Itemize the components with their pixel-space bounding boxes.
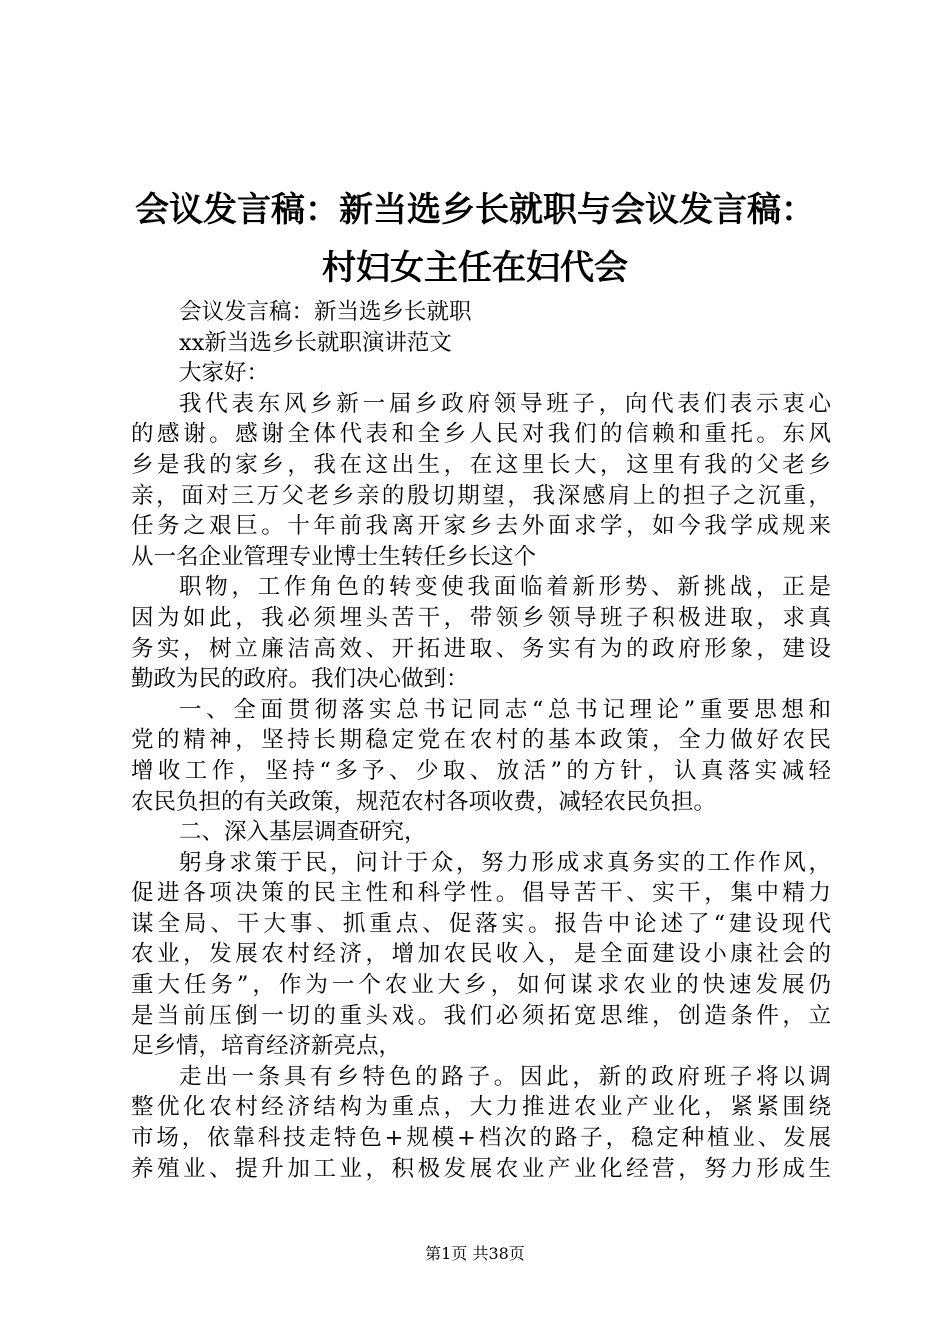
- body-line: 增收工作，坚持“多予、少取、放活”的方针，认真落实减轻: [131, 757, 831, 784]
- body-line: 勤政为民的政府。我们决心做到：: [131, 666, 469, 693]
- body-line: 一、全面贯彻落实总书记同志“总书记理论”重要思想和: [179, 696, 831, 723]
- body-line: 亲，面对三万父老乡亲的殷切期望，我深感肩上的担子之沉重，: [131, 482, 831, 509]
- page-footer: 第1页 共38页: [425, 1244, 525, 1263]
- document-title-line-2: 村妇女主任在妇代会: [322, 248, 628, 288]
- body-line: 谋全局、干大事、抓重点、促落实。报告中论述了“建设现代: [131, 910, 831, 937]
- body-line: 务实，树立廉洁高效、开拓进取、务实有为的政府形象，建设: [131, 635, 831, 662]
- body-line: 职物，工作角色的转变使我面临着新形势、新挑战，正是: [179, 574, 831, 601]
- document-title-line-1: 会议发言稿：新当选乡长就职与会议发言稿：: [135, 190, 815, 230]
- body-line: 二、深入基层调查研究，: [179, 819, 427, 846]
- body-line: 的感谢。感谢全体代表和全乡人民对我们的信赖和重托。东风: [131, 421, 831, 448]
- body-line: xx新当选乡长就职演讲范文: [179, 329, 452, 356]
- body-line: 任务之艰巨。十年前我离开家乡去外面求学，如今我学成规来: [131, 513, 831, 540]
- body-line: 大家好：: [179, 360, 270, 387]
- body-line: 市场，依靠科技走特色+规模+档次的路子，稳定种植业、发展: [131, 1125, 831, 1152]
- body-line: 重大任务”，作为一个农业大乡，如何谋求农业的快速发展仍: [131, 972, 831, 999]
- body-line: 农民负担的有关政策，规范农村各项收费，减轻农民负担。: [131, 788, 717, 815]
- body-line: 党的精神，坚持长期稳定党在农村的基本政策，全力做好农民: [131, 727, 831, 754]
- body-line: 走出一条具有乡特色的路子。因此，新的政府班子将以调: [179, 1063, 831, 1090]
- document-body: [131, 297, 831, 1184]
- body-line: 足乡情，培育经济新亮点，: [131, 1033, 402, 1060]
- body-line: 会议发言稿：新当选乡长就职: [179, 299, 472, 325]
- body-line: 我代表东风乡新一届乡政府领导班子，向代表们表示衷心: [179, 390, 831, 417]
- body-line: 躬身求策于民，问计于众，努力形成求真务实的工作作风，: [179, 849, 831, 876]
- body-line: 从一名企业管理专业博士生转任乡长这个: [131, 543, 537, 570]
- body-line: 农业，发展农村经济，增加农民收入，是全面建设小康社会的: [131, 941, 831, 968]
- body-line: 养殖业、提升加工业，积极发展农业产业化经营，努力形成生: [131, 1155, 831, 1182]
- body-line: 因为如此，我必须埋头苦干，带领乡领导班子积极进取，求真: [131, 604, 831, 631]
- body-line: 促进各项决策的民主性和科学性。倡导苦干、实干，集中精力: [131, 880, 831, 907]
- body-line: 乡是我的家乡，我在这出生，在这里长大，这里有我的父老乡: [131, 451, 831, 478]
- body-line: 整优化农村经济结构为重点，大力推进农业产业化，紧紧围绕: [131, 1094, 831, 1121]
- body-line: 是当前压倒一切的重头戏。我们必须拓宽思维，创造条件，立: [131, 1002, 831, 1029]
